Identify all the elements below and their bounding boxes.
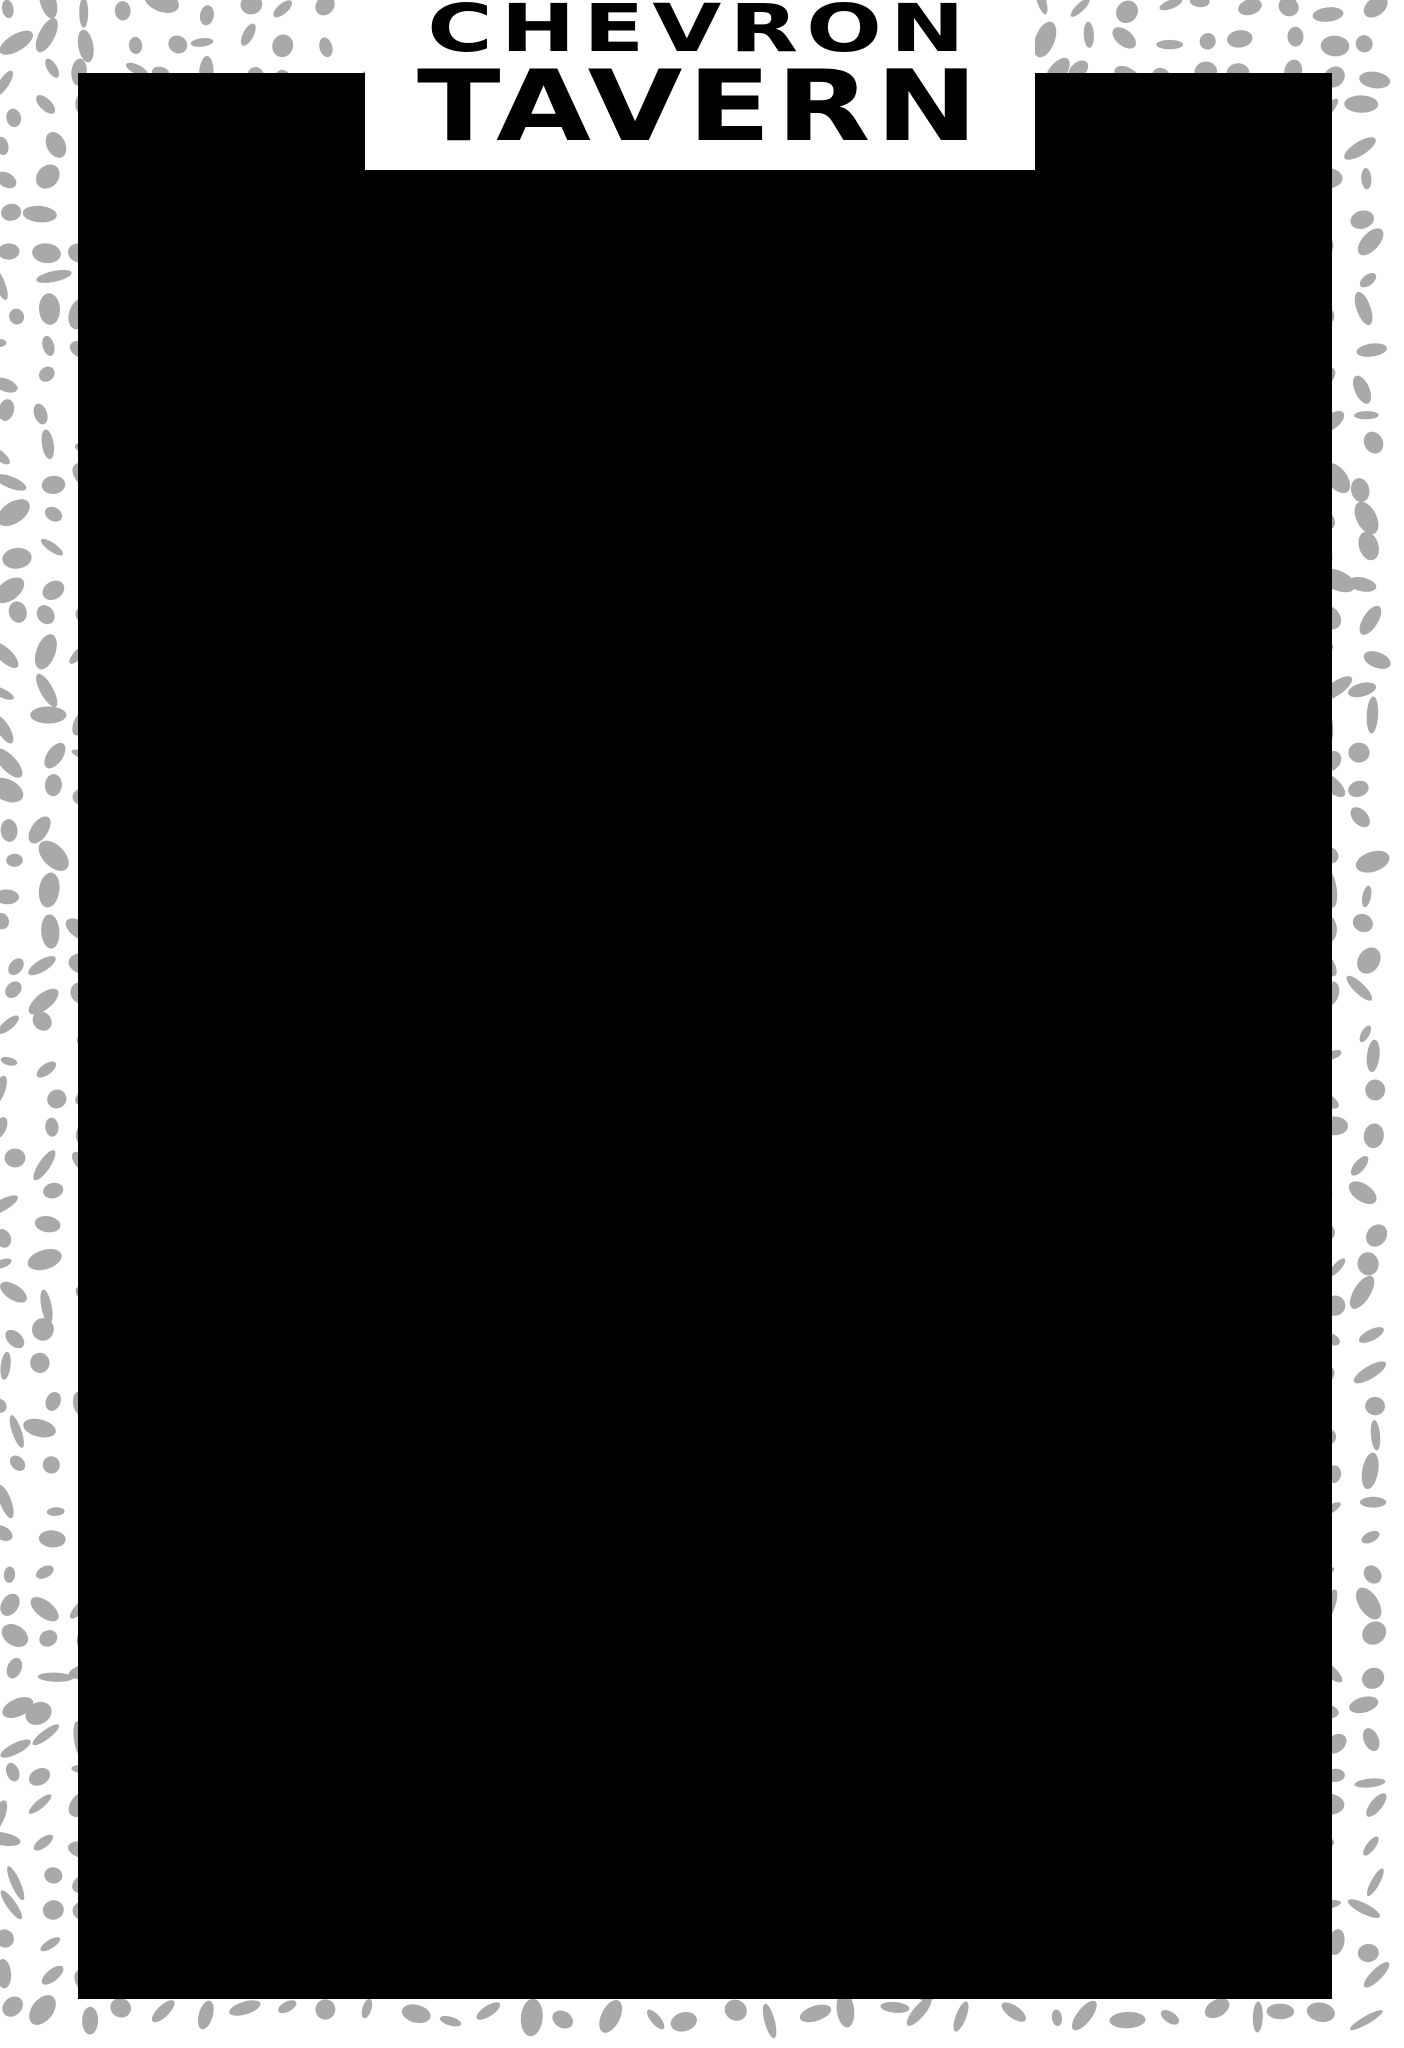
leopard-spot [1198,31,1218,52]
leopard-spot [31,160,64,194]
salad-description: coriander & mint [197,1512,416,1545]
leopard-spot [30,1721,62,1748]
leopard-spot [1357,270,1378,290]
leopard-spot [32,671,61,710]
leopard-spot [0,1256,13,1270]
leopard-spot [1349,476,1372,503]
leopard-spot [0,889,19,904]
leopard-spot [149,1997,178,2026]
leopard-spot [1360,1834,1381,1858]
leopard-spot [1343,972,1375,1004]
leopard-spot [0,1395,9,1415]
leopard-spot [1370,1420,1382,1451]
leopard-spot [1348,742,1370,762]
leopard-spot [313,1997,338,2022]
menu-item-price: $12 [1217,1715,1269,1750]
leopard-spot [1158,2007,1181,2028]
leopard-spot [0,744,27,782]
leopard-spot [44,773,63,796]
leopard-spot [26,1764,53,1789]
leopard-spot [999,1999,1030,2026]
leopard-spot [31,1832,55,1854]
leopard-spot [1355,602,1385,638]
leopard-spot [1051,2009,1063,2027]
leopard-spot [7,306,27,327]
leopard-spot [0,243,20,260]
menu-item: Crunchy pork belly, Thai peanut crumble & chilli caramel [108,703,854,736]
leopard-spot [0,1959,12,1989]
leopard-spot [41,1898,66,1921]
salad-description: Mixed leaves,mango,green papaya, cucumber, cherry tomato, [197,1472,1020,1505]
leopard-spot [1358,70,1391,91]
leopard-spot [1356,342,1388,359]
leopard-spot [903,1994,935,2029]
leopard-spot [41,1181,65,1201]
menu-item: Whiskey Wings with smokey BBQ & jalapeño sauce [108,1105,797,1138]
leopard-spot [1287,27,1303,47]
leopard-spot [31,402,50,427]
leopard-spot [38,1935,62,1954]
leopard-spot [36,364,58,385]
leopard-spot [360,1998,374,2020]
leopard-spot [0,818,18,842]
menu-item: Salted House made focaccia with warmed olives & dips [108,403,844,436]
leopard-spot [1348,2007,1385,2033]
leopard-spot [1360,0,1392,22]
leopard-spot [0,1736,33,1761]
leopard-spot [7,1452,28,1474]
leopard-spot [1348,1153,1372,1178]
leopard-spot [34,1214,62,1234]
leopard-spot [1252,2001,1263,2032]
salad-name: KING PRAWNS SALAD [106,1432,425,1465]
leopard-spot [1320,35,1350,57]
leopard-spot [1275,0,1302,20]
leopard-spot [0,68,16,98]
leopard-spot [1354,1777,1386,1789]
leopard-spot [0,1278,30,1307]
leopard-spot [6,599,29,625]
leopard-spot [31,15,62,55]
kids-note: * All Kids meals come with pot of soft drink and a vanilla ice cream desert [108,1862,1079,1895]
menu-item: Sichuan calamari, saffron aioli & tomato Nahm Jim [108,770,780,803]
leopard-spot [38,1529,66,1548]
leopard-spot [82,2007,98,2035]
leopard-spot [1360,1562,1385,1588]
leopard-spot [668,2009,699,2035]
leopard-spot [43,1390,64,1414]
leopard-spot [38,293,61,326]
menu-item: Mooloolaba Chilli king prawn, roasted garlic, confit tomato & ciabatta [108,904,1017,937]
leopard-spot [41,128,70,161]
leopard-spot [30,707,66,724]
leopard-spot [519,1998,544,2037]
leopard-spot [1360,885,1373,908]
leopard-spot [1357,1943,1379,1962]
leopard-spot [474,1999,503,2023]
leopard-spot [276,1998,298,2016]
leopard-spot [6,854,23,868]
leopard-spot [1362,1220,1392,1251]
leopard-spot [39,577,68,604]
leopard-spot [1364,1396,1386,1416]
leopard-spot [0,1926,18,1952]
leopard-spot [950,2000,971,2034]
leopard-spot [0,638,22,672]
leopard-spot [79,0,88,28]
menu-item: Baked Garlic bread with olive oil & fresh herbs [108,282,722,315]
leopard-spot [1346,1896,1383,1922]
leopard-spot [1349,373,1375,407]
section-heading-to-share: TO SHARE [108,491,417,558]
leopard-spot [1357,1617,1390,1650]
leopard-spot [0,1351,12,1380]
menu-item: Mini steak, mash & veg [108,1666,419,1699]
leopard-spot [31,242,62,265]
menu-item: House fries with spiced aioli [108,569,479,602]
leopard-spot [1351,290,1376,328]
leopard-spot [1359,1451,1381,1490]
leopard-spot [1345,1177,1381,1209]
leopard-spot [3,1566,15,1583]
leopard-spot [1345,1272,1379,1313]
menu-item-price: $9 [1217,286,1252,321]
menu-item-price: $13 [1217,327,1269,362]
leopard-spot [21,1416,58,1441]
salad-name: PEKING DUCK SALAD [106,1272,420,1305]
menu-item-price: $18 [1217,769,1269,804]
leopard-spot [22,204,57,223]
leopard-spot [0,338,7,347]
kids-subheading: (Under 12 only) [268,1609,531,1650]
leopard-spot [40,739,70,772]
leopard-spot [760,2002,779,2039]
leopard-spot [0,1798,11,1836]
leopard-spot [1365,1039,1381,1073]
leopard-spot [1365,1079,1386,1101]
leopard-spot [0,1829,22,1848]
leopard-spot [0,1522,15,1544]
leopard-spot [1351,1583,1387,1624]
leopard-spot [35,0,60,21]
leopard-spot [0,1483,17,1520]
leopard-spot [1363,1790,1390,1820]
leopard-spot [0,910,12,933]
menu-item-price: $24 [1215,1271,1267,1306]
salad-description: cherry tomato with lime dressing [197,1352,628,1385]
leopard-spot [42,57,61,80]
leopard-spot [33,92,58,117]
menu-item-price: $12 [1217,1812,1269,1847]
kids-heading-text: KIDS [108,1588,252,1655]
menu-item: Thai fish cakes, lemongrass, coconut, green papaya & coriander salad [108,971,1044,1004]
logo-line-2: TAVERN [417,50,983,164]
leopard-spot [1346,778,1371,800]
leopard-spot [128,36,143,54]
leopard-spot [0,683,16,703]
leopard-spot [199,4,216,26]
leopard-spot [1360,1497,1386,1508]
leopard-spot [41,1454,62,1476]
leopard-spot [4,1656,25,1681]
leopard-spot [36,1627,60,1650]
leopard-spot [5,955,27,978]
leopard-spot [1347,804,1374,831]
leopard-spot [1361,168,1372,190]
leopard-spot [33,602,58,628]
leopard-spot [2,978,25,1001]
leopard-spot [165,32,191,57]
chevron-tavern-logo [365,0,1035,170]
leopard-spot [880,2001,910,2014]
leopard-spot [439,2014,463,2029]
menu-item-price: M/P [1217,903,1273,938]
leopard-spot [26,1592,62,1626]
leopard-spot [24,1990,62,2030]
leopard-spot [595,1996,627,2036]
leopard-spot [0,773,27,808]
leopard-spot [798,2001,834,2026]
leopard-spot [1353,847,1392,877]
leopard-spot [26,953,59,979]
leopard-spot [644,2007,667,2032]
leopard-spot [1348,208,1376,232]
leopard-spot [25,1245,64,1274]
leopard-spot [1350,911,1376,936]
leopard-spot [1341,133,1379,164]
leopard-spot [1266,2003,1294,2019]
leopard-spot [1236,0,1264,18]
leopard-spot [0,26,37,60]
leopard-spot [35,267,72,285]
leopard-spot [34,1058,59,1080]
leopard-spot [41,475,66,495]
leopard-spot [1355,529,1382,563]
menu-item-price: $12 [1217,1667,1269,1702]
section-heading-kids [108,1587,530,1665]
leopard-spot [0,1226,14,1250]
leopard-spot [1068,1997,1101,2034]
leopard-spot [40,914,61,950]
menu-item: Potato wedges with sour cream & chilli jam [108,636,679,669]
leopard-spot [1360,428,1387,457]
leopard-spot [1360,1528,1382,1546]
leopard-spot [0,1074,10,1107]
leopard-spot [40,429,56,460]
leopard-spot [29,1352,51,1375]
leopard-spot [26,1792,53,1817]
leopard-spot [1347,1694,1380,1717]
leopard-spot [31,631,61,672]
leopard-spot [0,375,20,396]
leopard-spot [39,1962,67,1988]
section-heading-to-start: TO START [108,209,403,276]
leopard-spot [1357,1024,1373,1044]
leopard-spot [1109,2011,1146,2029]
leopard-spot [0,443,13,468]
leopard-spot [76,28,97,63]
leopard-spot [1364,1867,1387,1898]
leopard-spot [1366,696,1379,734]
menu-item-price: $18 [1217,702,1269,737]
leopard-spot [34,1563,56,1582]
leopard-spot [1,0,15,19]
leopard-spot [38,1672,74,1682]
leopard-spot [0,202,23,223]
leopard-spot [1305,2000,1337,2024]
leopard-spot [37,871,62,909]
leopard-spot [1352,943,1385,978]
leopard-spot [114,1,130,21]
leopard-spot [190,37,214,48]
leopard-spot [0,1192,21,1220]
menu-item-price: $11 [1217,1037,1268,1072]
leopard-spot [1353,33,1375,56]
leopard-spot [7,1414,27,1450]
leopard-spot [1354,411,1379,420]
leopard-spot [1189,0,1210,8]
menu-item: Peking duck pancakes, sesame, cucumber & spring onion [108,837,879,870]
menu-item-price: $24 [1215,1431,1267,1466]
leopard-spot [1351,1357,1389,1387]
menu-item-price: $12 [1217,1763,1269,1798]
menu-item-price: $20 [1217,836,1269,871]
leopard-spot [30,1147,59,1183]
leopard-spot [43,1866,64,1886]
leopard-spot [0,267,11,302]
leopard-spot [1312,6,1344,24]
leopard-spot [228,1997,263,2019]
menu-item: Deep fried pickles with chipotle & tomato relish [108,1038,729,1071]
leopard-spot [721,1996,751,2025]
leopard-spot [400,2002,433,2026]
leopard-spot [0,135,10,156]
menu-item-price: $9 [1217,568,1252,603]
leopard-spot [42,504,65,525]
leopard-spot [1156,40,1183,49]
leopard-spot [1358,1664,1388,1693]
leopard-spot [1,546,33,570]
leopard-spot [0,494,35,532]
menu-item-price: $16 [1217,408,1269,443]
leopard-spot [1360,1726,1383,1754]
leopard-spot [44,1117,59,1137]
leopard-spot [4,1148,25,1167]
leopard-spot [549,2007,576,2032]
availability-footer: AVALAIBLE FROM 11AM TO 8PM DAILY [376,1928,979,1964]
menu-item-price: $18 [1217,970,1269,1005]
leopard-spot [47,1507,65,1517]
leopard-spot [1361,648,1393,673]
leopard-spot [3,1761,21,1783]
menu-item: Crumbed chicken tenders, chips & salad [108,1715,645,1748]
logo-line-1: CHEVRON [427,0,973,67]
leopard-spot [0,1115,11,1142]
leopard-spot [1362,1122,1385,1149]
leopard-spot [0,471,28,494]
leopard-spot [39,536,65,558]
leopard-spot [1226,29,1254,49]
leopard-spot [1158,0,1184,13]
salad-description: Mixed leaves, watermelon, roasted peanuts, sesame, [197,1312,906,1345]
leopard-spot [40,334,56,357]
leopard-spot [0,1992,27,2021]
section-heading-salads: SALADS [108,1195,355,1262]
menu-item-price: $11 [1217,1104,1268,1139]
leopard-spot [2,1326,28,1352]
leopard-spot [195,1999,217,2031]
leopard-spot [0,1619,32,1652]
leopard-spot [0,1013,22,1037]
leopard-spot [1356,1251,1381,1277]
leopard-spot [1357,1324,1386,1346]
leopard-spot [44,1086,70,1112]
leopard-spot [1360,1959,1392,1991]
menu-panel [78,73,1332,1999]
menu-item-addon: Add braised leeks & cheese sauce [334,322,795,355]
menu-item: Spaghetti Bolognaise [108,1812,392,1845]
leopard-spot [0,1055,18,1067]
menu-item-price: $13 [1217,635,1269,670]
leopard-spot [140,0,182,18]
leopard-spot [0,1590,24,1619]
menu-item: Battered whiting & chips [108,1763,430,1796]
leopard-spot [0,397,16,422]
leopard-spot [1353,224,1388,260]
leopard-spot [1344,95,1378,113]
leopard-spot [0,712,17,746]
leopard-spot [0,168,19,191]
leopard-spot [5,107,23,128]
